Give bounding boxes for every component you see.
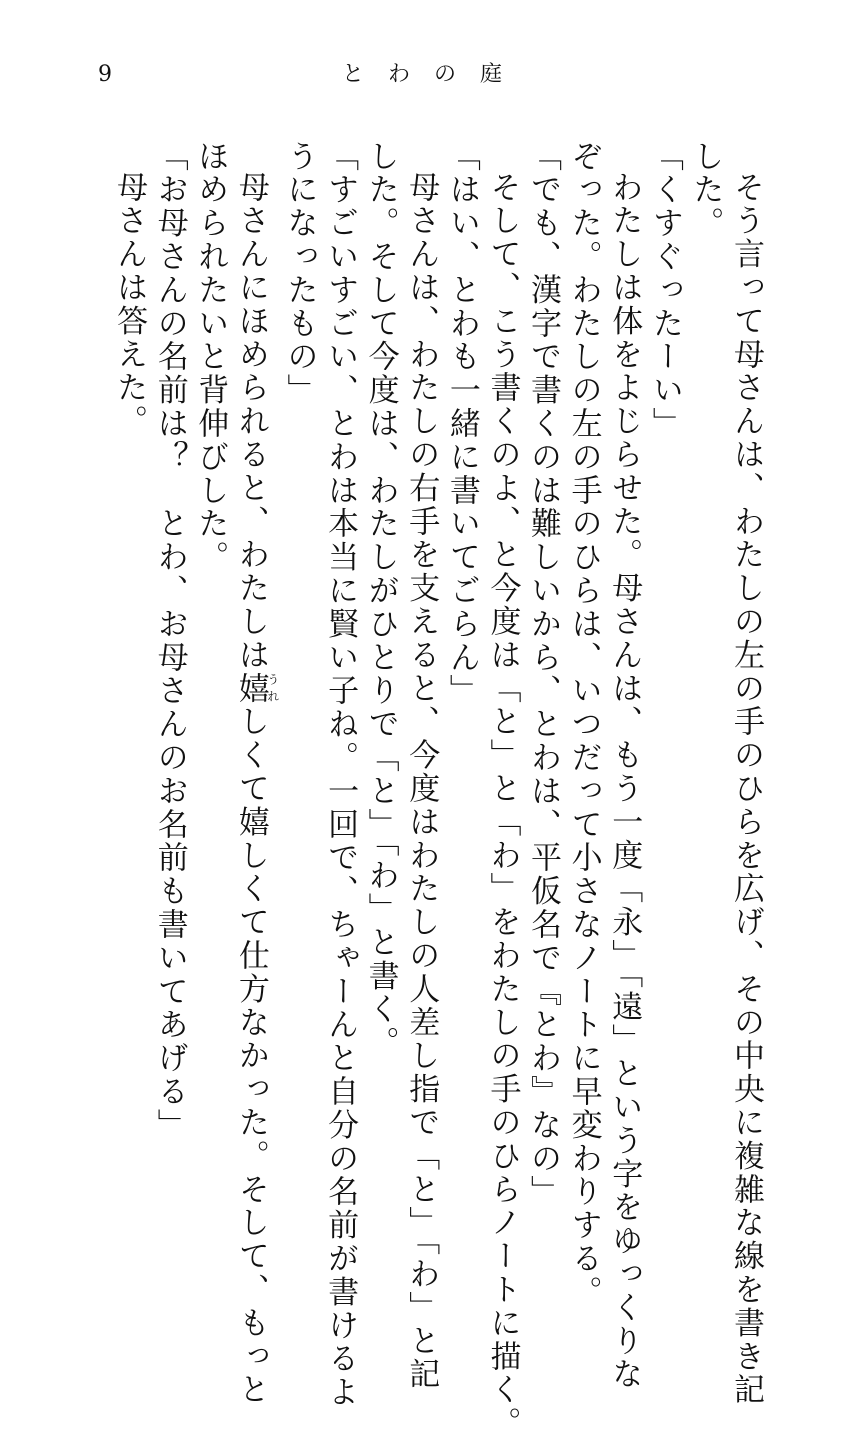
text-line: 「すごいすごい、とわは本当に賢い子ね。一回で、ちゃーんと自分の名前が書けるよ [322, 140, 359, 1410]
text-line: した。 [687, 140, 724, 241]
text-line: ぞった。わたしの左の手のひらは、いつだって小さなノートに早変わりする。 [565, 140, 602, 1309]
text-line: わたしは体をよじらせた。母さんは、もう一度「永」「遠」という字をゆっくりな [606, 171, 643, 1392]
text-line: した。そして今度は、わたしがひとりで「と」「わ」と書く。 [362, 140, 399, 1060]
line-segment: 母さんにほめられると、わたしは [232, 171, 269, 672]
page-number: 9 [98, 62, 112, 87]
line-segment: しくて嬉しくて仕方なかった。そして、もっと [232, 705, 269, 1407]
text-line: うになったもの」 [281, 140, 318, 408]
text-line: 「はい、とわも一緒に書いてごらん」 [443, 140, 480, 708]
text-line: 母さんは、わたしの右手を支えると、今度はわたしの人差し指で「と」「わ」と記 [403, 171, 440, 1392]
body-text [109, 140, 767, 1440]
text-line: そして、こう書くのよ、と今度は「と」と「わ」をわたしの手のひらノートに描く。 [484, 171, 521, 1440]
text-line: 「でも、漢字で書くのは難しいから、とわは、平仮名で『とわ』なの」 [525, 140, 562, 1209]
text-line: 「お母さんの名前は？ とわ、お母さんのお名前も書いてあげる」 [151, 140, 188, 1142]
text-line: 母さんは答えた。 [111, 171, 148, 439]
text-line: ほめられたいと背伸びした。 [192, 140, 229, 575]
text-line-with-ruby [230, 140, 280, 1407]
text-line: そう言って母さんは、わたしの左の手のひらを広げ、その中央に複雑な線を書き記 [728, 171, 764, 1407]
text-line: 「くすぐったーい」 [646, 140, 683, 441]
running-title: とわの庭 [342, 62, 527, 87]
ruby-base: 嬉 [232, 672, 269, 706]
ruby-reading: うれ [265, 672, 280, 706]
ruby-word [232, 672, 280, 706]
